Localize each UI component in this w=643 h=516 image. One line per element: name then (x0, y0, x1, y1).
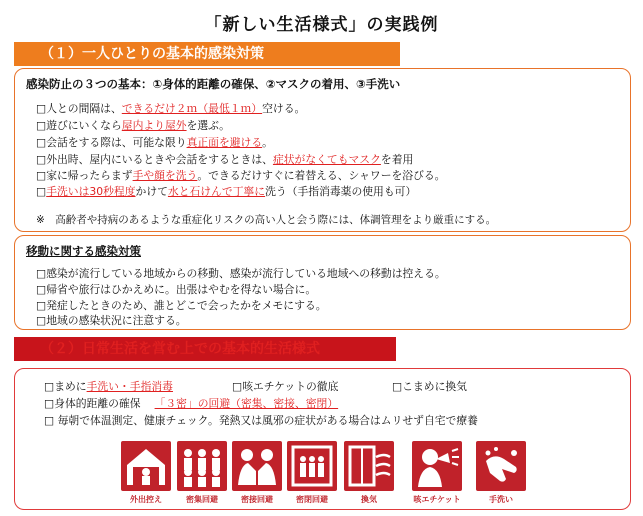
closed-space-icon (287, 441, 337, 491)
house-icon (121, 441, 171, 491)
movement-measures-heading: 移動に関する感染対策 (26, 244, 141, 258)
icon-caption: 密閉回避 (296, 495, 328, 504)
cough-etiquette-icon (412, 441, 462, 491)
icon-caption: 密集回避 (186, 495, 218, 504)
crowd-icon (177, 441, 227, 491)
list-item: □ 毎朝で体温測定、健康チェック。発熱又は風邪の症状がある場合はムリせず自宅で療養 (44, 414, 478, 427)
handwash-icon (476, 441, 526, 491)
icon-caption: 換気 (361, 495, 377, 504)
list-item: □咳エチケットの徹底 (232, 380, 339, 393)
ventilation-icon (344, 441, 394, 491)
list-item: □感染が流行している地域からの移動、感染が流行している地域への移動は控える。 (36, 267, 446, 280)
close-contact-icon (232, 441, 282, 491)
list-item: □こまめに換気 (392, 380, 467, 393)
page-title: 「新しい生活様式」の実践例 (204, 15, 439, 35)
list-item: □遊びにいくなら屋内より屋外を選ぶ。 (36, 119, 230, 132)
list-item: □まめに手洗い・手指消毒 (44, 380, 173, 393)
icon-caption: 外出控え (130, 495, 162, 504)
list-item: □人との間隔は、できるだけ２ｍ（最低１ｍ）空ける。 (36, 102, 306, 115)
icon-caption: 咳エチケット (413, 495, 461, 504)
icon-caption: 手洗い (489, 495, 513, 504)
list-item: □身体的距離の確保 「３密」の回避（密集、密接、密閉） (44, 397, 339, 410)
list-item: □発症したときのため、誰とどこで会ったかをメモにする。 (36, 299, 327, 312)
list-item: □外出時、屋内にいるときや会話をするときは、症状がなくてもマスクを着用 (36, 153, 414, 166)
basic-measures-heading: 感染防止の３つの基本：①身体的距離の確保、②マスクの着用、③手洗い (26, 77, 401, 91)
basic-measures-box (14, 68, 631, 232)
list-item: □会話をする際は、可能な限り真正面を避ける。 (36, 136, 273, 149)
section2-banner: （２）日常生活を営む上での基本的生活様式 (14, 337, 396, 361)
list-item: □地域の感染状況に注意する。 (36, 314, 187, 327)
list-item: □帰省や旅行はひかえめに。出張はやむを得ない場合に。 (36, 283, 317, 296)
list-item: □手洗いは30秒程度かけて水と石けんで丁寧に洗う（手指消毒薬の使用も可） (36, 185, 417, 198)
section1-banner: （１）一人ひとりの基本的感染対策 (14, 42, 400, 66)
icon-caption: 密接回避 (241, 495, 273, 504)
list-item: □家に帰ったらまず手や顔を洗う。できるだけすぐに着替える、シャワーを浴びる。 (36, 169, 446, 182)
note-text: ※ 高齢者や持病のあるような重症化リスクの高い人と会う際には、体調管理をより厳重にする。 (36, 214, 497, 226)
